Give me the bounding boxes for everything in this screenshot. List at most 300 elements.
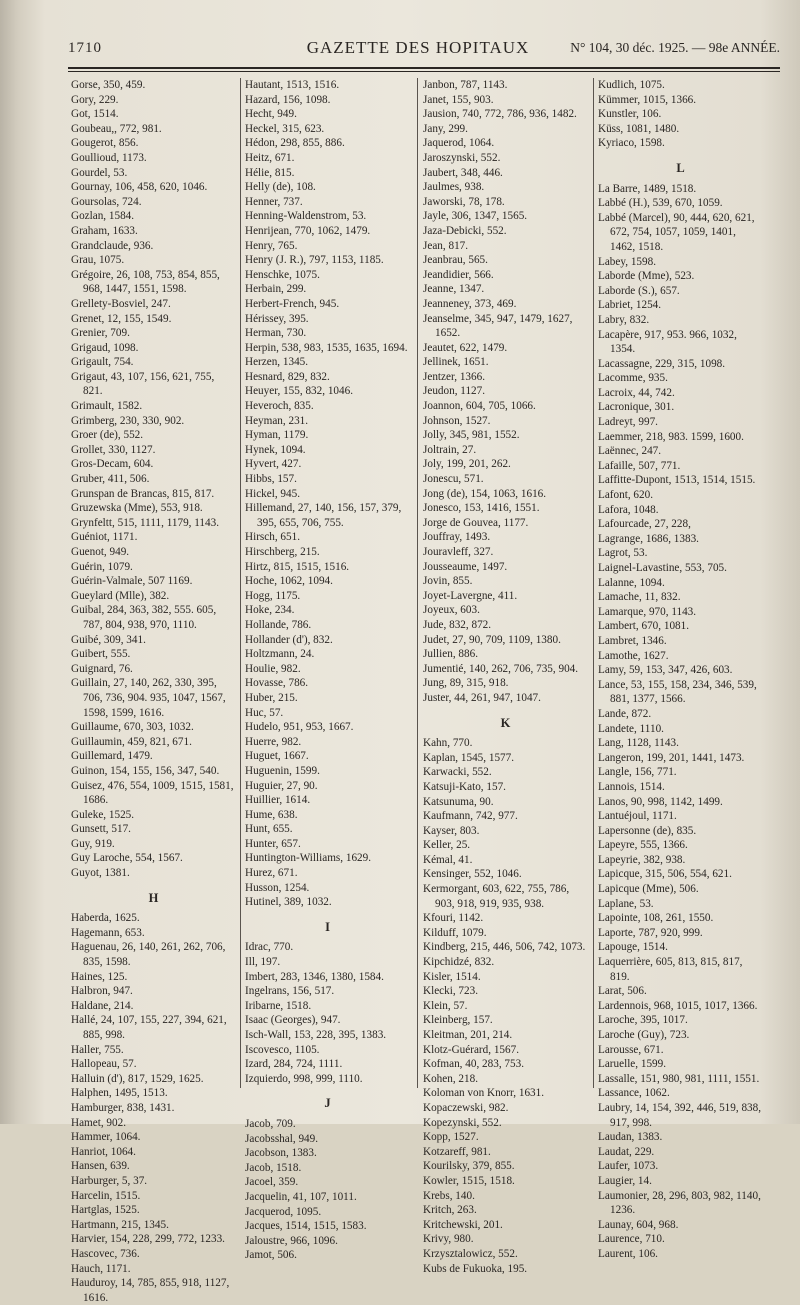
index-entry: Laffitte-Dupont, 1513, 1514, 1515. xyxy=(598,474,756,487)
index-entry: Halphen, 1495, 1513. xyxy=(71,1087,168,1100)
index-entry: Klein, 57. xyxy=(423,999,468,1012)
section-letter: L xyxy=(676,160,685,175)
index-entry: Guisez, 476, 554, 1009, 1515, 1581, 1686. xyxy=(71,779,234,807)
index-entry: Isaac (Georges), 947. xyxy=(245,1014,341,1027)
index-entry: Harvier, 154, 228, 299, 772, 1233. xyxy=(71,1233,225,1246)
index-entry: Hogg, 1175. xyxy=(245,589,301,602)
header-rule-thin xyxy=(68,71,780,72)
index-entry: Kermorgant, 603, 622, 755, 786, 903, 918, 919, 935, 938. xyxy=(423,883,570,910)
index-entry: Haberda, 1625. xyxy=(71,912,140,925)
index-entry: Jeautet, 622, 1479. xyxy=(423,341,508,354)
index-entry: Jany, 299. xyxy=(423,122,468,135)
index-entry: Hovasse, 786. xyxy=(245,677,309,690)
index-entry: Gournay, 106, 458, 620, 1046. xyxy=(71,181,208,194)
index-entry: Kotzareff, 981. xyxy=(423,1145,491,1158)
index-entry: Guillemard, 1479. xyxy=(71,750,153,763)
index-entry: Guibé, 309, 341. xyxy=(71,633,146,646)
index-entry: Hirtz, 815, 1515, 1516. xyxy=(245,560,350,573)
index-entry: Judet, 27, 90, 709, 1109, 1380. xyxy=(423,633,561,646)
journal-title: GAZETTE DES HOPITAUX xyxy=(306,38,530,57)
index-entry: Jonescu, 571. xyxy=(423,473,484,486)
index-entry: Henner, 737. xyxy=(245,195,303,208)
index-entry: Laborde (Mme), 523. xyxy=(598,270,695,283)
index-entry: Herpin, 538, 983, 1535, 1635, 1694. xyxy=(245,341,408,354)
index-entry: Kritch, 263. xyxy=(423,1204,477,1217)
index-entry: Jonesco, 153, 1416, 1551. xyxy=(423,502,540,515)
index-entry: Jouffray, 1493. xyxy=(423,531,491,544)
index-entry: Henrijean, 770, 1062, 1479. xyxy=(245,224,371,237)
index-entry: Klecki, 723. xyxy=(423,985,478,998)
index-entry: Laubry, 14, 154, 392, 446, 519, 838, 917, 998. xyxy=(598,1101,762,1129)
index-entry: Huc, 57. xyxy=(245,706,284,719)
index-entry: Langeron, 199, 201, 1441, 1473. xyxy=(598,751,745,764)
index-entry: Grunspan de Brancas, 815, 817. xyxy=(71,487,215,500)
index-entry: Guyot, 1381. xyxy=(71,867,130,880)
index-entry: Hume, 638. xyxy=(245,808,298,821)
index-column-2 xyxy=(245,78,410,1263)
index-entry: Grigaut, 43, 107, 156, 621, 755, 821. xyxy=(71,370,215,398)
index-entry: Laudan, 1383. xyxy=(598,1131,663,1144)
index-entry: Koloman von Knorr, 1631. xyxy=(423,1087,545,1100)
index-entry: Harcelin, 1515. xyxy=(71,1189,141,1202)
index-entry: Haller, 755. xyxy=(71,1043,124,1056)
index-entry: Iribarne, 1518. xyxy=(245,999,312,1012)
index-entry: Holtzmann, 24. xyxy=(245,648,315,661)
index-entry: Grenier, 709. xyxy=(71,327,130,340)
issue-info: N° 104, 30 déc. 1925. — 98e ANNÉE. xyxy=(570,40,780,55)
index-entry: Husson, 1254. xyxy=(245,881,310,894)
index-entry: Guillaumin, 459, 821, 671. xyxy=(71,735,192,748)
index-entry: Kyriaco, 1598. xyxy=(598,137,665,150)
index-entry: Jorge de Gouvea, 1177. xyxy=(423,516,529,529)
index-entry: Hibbs, 157. xyxy=(245,473,297,486)
index-entry: La Barre, 1489, 1518. xyxy=(598,182,697,195)
index-entry: Halluin (d'), 817, 1529, 1625. xyxy=(71,1072,204,1085)
index-entry: Joly, 199, 201, 262. xyxy=(423,458,511,471)
index-entry: Jousseaume, 1497. xyxy=(423,560,508,573)
index-entry: Hirschberg, 215. xyxy=(245,546,320,558)
index-entry: Janet, 155, 903. xyxy=(423,93,494,106)
index-entry: Jovin, 855. xyxy=(423,575,473,588)
index-entry: Labey, 1598. xyxy=(598,255,656,268)
index-entry: Helly (de), 108. xyxy=(245,181,316,194)
index-entry: Gourdel, 53. xyxy=(71,166,128,179)
index-entry: Kleinberg, 157. xyxy=(423,1014,493,1027)
index-entry: Gougerot, 856. xyxy=(71,137,139,150)
index-entry: Kipchidzé, 832. xyxy=(423,956,495,969)
index-entry: Kopp, 1527. xyxy=(423,1131,479,1144)
section-letter: J xyxy=(324,1096,331,1111)
index-entry: Kayser, 803. xyxy=(423,824,480,837)
page-header xyxy=(68,30,780,64)
index-entry: Guy, 919. xyxy=(71,837,115,850)
index-entry: Grynfeltt, 515, 1111, 1179, 1143. xyxy=(71,516,220,529)
column-divider xyxy=(240,78,241,1088)
index-entry: Kritchewski, 201. xyxy=(423,1218,503,1231)
index-entry: Jaulmes, 938. xyxy=(423,181,485,194)
index-entry: Grigaud, 1098. xyxy=(71,341,139,354)
index-entry: Hyvert, 427. xyxy=(245,458,302,471)
index-entry: Kahn, 770. xyxy=(423,737,473,750)
index-entry: Joyeux, 603. xyxy=(423,604,480,617)
index-entry: Lanos, 90, 998, 1142, 1499. xyxy=(598,795,723,808)
index-entry: Hagemann, 653. xyxy=(71,926,145,939)
header-rule-thick xyxy=(68,67,780,69)
index-entry: Laignel-Lavastine, 553, 705. xyxy=(598,562,727,574)
index-entry: Grenet, 12, 155, 1549. xyxy=(71,312,172,325)
index-entry: Lapicque (Mme), 506. xyxy=(598,883,699,896)
index-entry: Jeanselme, 345, 947, 1479, 1627, 1652. xyxy=(423,312,573,340)
index-entry: Kfouri, 1142. xyxy=(423,912,484,925)
index-entry: Heveroch, 835. xyxy=(245,400,314,413)
index-entry: Guy Laroche, 554, 1567. xyxy=(71,852,183,865)
index-entry: Huerre, 982. xyxy=(245,735,302,748)
index-entry: Grandclaude, 936. xyxy=(71,239,154,252)
index-entry: Kümmer, 1015, 1366. xyxy=(598,93,697,106)
index-entry: Hammer, 1064. xyxy=(71,1131,141,1144)
index-entry: Gros-Decam, 604. xyxy=(71,458,154,471)
index-entry: Hesnard, 829, 832. xyxy=(245,370,330,383)
index-entry: Jouravleff, 327. xyxy=(423,546,494,558)
index-entry: Hazard, 156, 1098. xyxy=(245,93,331,106)
index-entry: Janbon, 787, 1143. xyxy=(423,79,508,91)
index-entry: Isch-Wall, 153, 228, 395, 1383. xyxy=(245,1029,387,1041)
index-entry: Idrac, 770. xyxy=(245,941,294,954)
index-entry: Jamot, 506. xyxy=(245,1249,297,1262)
index-entry: Krivy, 980. xyxy=(423,1233,474,1246)
index-entry: Guinon, 154, 155, 156, 347, 540. xyxy=(71,764,220,777)
index-entry: Jeanneney, 373, 469. xyxy=(423,297,517,310)
index-entry: Lassalle, 151, 980, 981, 1111, 1551. xyxy=(598,1072,760,1085)
index-entry: Iscovesco, 1105. xyxy=(245,1043,320,1056)
index-entry: Juster, 44, 261, 947, 1047. xyxy=(423,691,541,704)
index-entry: Hudelo, 951, 953, 1667. xyxy=(245,721,354,734)
index-entry: Langle, 156, 771. xyxy=(598,766,677,779)
column-divider xyxy=(417,78,418,1088)
index-entry: Lacronique, 301. xyxy=(598,401,675,414)
index-entry: Gorse, 350, 459. xyxy=(71,79,146,91)
index-entry: Laquerrière, 605, 813, 815, 817, 819. xyxy=(598,956,743,983)
index-entry: Hascovec, 736. xyxy=(71,1247,140,1260)
index-entry: Hirsch, 651. xyxy=(245,531,300,544)
index-entry: Lapersonne (de), 835. xyxy=(598,824,697,837)
index-entry: Guérin, 1079. xyxy=(71,560,133,573)
index-entry: Kunstler, 106. xyxy=(598,108,662,121)
index-entry: Guignard, 76. xyxy=(71,662,133,675)
section-letter: I xyxy=(325,919,330,934)
index-entry: Krzysztalowicz, 552. xyxy=(423,1247,518,1260)
index-entry: Haguenau, 26, 140, 261, 262, 706, 835, 1598. xyxy=(71,941,226,969)
index-entry: Heckel, 315, 623. xyxy=(245,122,325,135)
index-entry: Izquierdo, 998, 999, 1110. xyxy=(245,1072,363,1085)
index-entry: Jellinek, 1651. xyxy=(423,356,489,369)
index-entry: Hélie, 815. xyxy=(245,166,295,179)
index-entry: Got, 1514. xyxy=(71,108,119,121)
index-entry: Lapicque, 315, 506, 554, 621. xyxy=(598,868,732,881)
index-entry: Labry, 832. xyxy=(598,313,650,326)
index-entry: Kémal, 41. xyxy=(423,853,473,866)
index-entry: Laplane, 53. xyxy=(598,897,654,910)
index-entry: Laemmer, 218, 983. 1599, 1600. xyxy=(598,430,744,443)
index-entry: Laumonier, 28, 296, 803, 982, 1140, 1236. xyxy=(598,1189,761,1217)
index-entry: Herman, 730. xyxy=(245,327,307,340)
index-entry: Haines, 125. xyxy=(71,970,128,983)
index-entry: Joltrain, 27. xyxy=(423,443,477,456)
index-entry: Kourilsky, 379, 855. xyxy=(423,1160,515,1173)
index-entry: Jacob, 1518. xyxy=(245,1161,302,1174)
index-entry: Imbert, 283, 1346, 1380, 1584. xyxy=(245,970,384,983)
index-entry: Kowler, 1515, 1518. xyxy=(423,1174,515,1187)
index-entry: Joyet-Lavergne, 411. xyxy=(423,589,518,602)
index-entry: Klotz-Guérard, 1567. xyxy=(423,1043,519,1056)
index-entry: Huguet, 1667. xyxy=(245,750,309,763)
index-entry: Lagrange, 1686, 1383. xyxy=(598,532,699,545)
index-entry: Jacoel, 359. xyxy=(245,1176,299,1189)
index-entry: Heyman, 231. xyxy=(245,414,309,427)
index-entry: Lapeyrie, 382, 938. xyxy=(598,853,686,866)
index-entry: Grollet, 330, 1127. xyxy=(71,443,156,456)
index-entry: Huber, 215. xyxy=(245,691,298,704)
index-entry: Karwacki, 552. xyxy=(423,766,492,779)
index-entry: Herbert-French, 945. xyxy=(245,297,340,310)
index-entry: Guibal, 284, 363, 382, 555. 605, 787, 804, 938, 970, 1110. xyxy=(71,604,217,631)
index-entry: Ill, 197. xyxy=(245,956,281,969)
index-entry: Jacob, 709. xyxy=(245,1117,296,1130)
index-entry: Lang, 1128, 1143. xyxy=(598,737,679,750)
index-entry: Harburger, 5, 37. xyxy=(71,1174,148,1187)
index-entry: Hutinel, 389, 1032. xyxy=(245,896,332,909)
index-entry: Jumentié, 140, 262, 706, 735, 904. xyxy=(423,662,579,675)
index-entry: Lafont, 620. xyxy=(598,489,653,502)
index-entry: Lamothe, 1627. xyxy=(598,649,669,662)
index-entry: Hamet, 902. xyxy=(71,1116,126,1129)
index-entry: Jausion, 740, 772, 786, 936, 1482. xyxy=(423,108,577,121)
index-entry: Kubs de Fukuoka, 195. xyxy=(423,1262,528,1275)
index-entry: Lapouge, 1514. xyxy=(598,941,668,954)
index-entry: Jaquerod, 1064. xyxy=(423,137,495,150)
index-entry: Kleitman, 201, 214. xyxy=(423,1029,513,1041)
index-entry: Hartglas, 1525. xyxy=(71,1204,140,1217)
index-entry: Kopezynski, 552. xyxy=(423,1116,502,1129)
index-entry: Laugier, 14. xyxy=(598,1174,652,1187)
index-entry: Jacobson, 1383. xyxy=(245,1147,317,1160)
index-entry: Hauch, 1171. xyxy=(71,1262,131,1275)
index-entry: Hunt, 655. xyxy=(245,823,293,836)
index-entry: Hédon, 298, 855, 886. xyxy=(245,137,345,150)
index-entry: Guillaume, 670, 303, 1032. xyxy=(71,721,194,734)
index-entry: Herzen, 1345. xyxy=(245,356,309,369)
index-entry: Larat, 506. xyxy=(598,985,647,998)
index-entry: Jaloustre, 966, 1096. xyxy=(245,1234,338,1247)
index-entry: Kensinger, 552, 1046. xyxy=(423,868,522,881)
page-number: 1710 xyxy=(68,40,102,56)
index-entry: Jacques, 1514, 1515, 1583. xyxy=(245,1220,367,1233)
index-entry: Labriet, 1254. xyxy=(598,299,662,312)
index-entry: Lapointe, 108, 261, 1550. xyxy=(598,912,714,925)
index-entry: Guérin-Valmale, 507 1169. xyxy=(71,575,193,588)
index-entry: Ladreyt, 997. xyxy=(598,416,658,429)
index-entry: Haldane, 214. xyxy=(71,999,134,1012)
index-entry: Lande, 872. xyxy=(598,707,652,720)
index-entry: Lacroix, 44, 742. xyxy=(598,386,675,399)
index-entry: Guibert, 555. xyxy=(71,648,131,661)
index-entry: Küss, 1081, 1480. xyxy=(598,122,680,135)
index-entry: Hartmann, 215, 1345. xyxy=(71,1218,169,1231)
index-entry: Gozlan, 1584. xyxy=(71,210,135,223)
index-entry: Grau, 1075. xyxy=(71,254,125,267)
index-entry: Jeanbrau, 565. xyxy=(423,254,488,267)
index-entry: Kudlich, 1075. xyxy=(598,79,665,91)
index-entry: Lacapère, 917, 953. 966, 1032, 1354. xyxy=(598,328,737,356)
index-entry: Laurent, 106. xyxy=(598,1247,658,1260)
index-entry: Laroche, 395, 1017. xyxy=(598,1014,688,1027)
index-entry: Jung, 89, 315, 918. xyxy=(423,677,509,690)
index-entry: Hallopeau, 57. xyxy=(71,1058,137,1071)
index-entry: Katsunuma, 90. xyxy=(423,795,494,808)
index-entry: Kilduff, 1079. xyxy=(423,926,487,939)
index-entry: Lantuéjoul, 1171. xyxy=(598,810,677,823)
index-entry: Hamburger, 838, 1431. xyxy=(71,1101,175,1114)
index-entry: Jacquerod, 1095. xyxy=(245,1205,322,1218)
index-entry: Laufer, 1073. xyxy=(598,1160,659,1173)
index-entry: Lardennois, 968, 1015, 1017, 1366. xyxy=(598,999,758,1012)
index-entry: Lafora, 1048. xyxy=(598,503,659,516)
index-entry: Jaworski, 78, 178. xyxy=(423,195,505,208)
index-entry: Hansen, 639. xyxy=(71,1160,130,1173)
index-entry: Labbé (Marcel), 90, 444, 620, 621, 672, 754, 1057, 1059, 1401, 1462, 1518. xyxy=(598,211,755,253)
index-entry: Jeudon, 1127. xyxy=(423,385,486,398)
index-entry: Lafaille, 507, 771. xyxy=(598,459,681,472)
index-entry: Henschke, 1075. xyxy=(245,268,320,281)
index-entry: Jacobsshal, 949. xyxy=(245,1132,319,1145)
index-entry: Labbé (H.), 539, 670, 1059. xyxy=(598,197,723,210)
index-entry: Lacassagne, 229, 315, 1098. xyxy=(598,357,726,370)
index-entry: Hauduroy, 14, 785, 855, 918, 1127, 1616. xyxy=(71,1277,230,1304)
index-entry: Laporte, 787, 920, 999. xyxy=(598,926,703,939)
index-entry: Huguier, 27, 90. xyxy=(245,779,318,792)
index-entry: Heuyer, 155, 832, 1046. xyxy=(245,385,353,398)
index-entry: Jayle, 306, 1347, 1565. xyxy=(423,210,528,223)
index-entry: Hyman, 1179. xyxy=(245,429,309,442)
index-entry: Lagrot, 53. xyxy=(598,547,648,560)
index-entry: Kofman, 40, 283, 753. xyxy=(423,1058,524,1071)
index-entry: Jacquelin, 41, 107, 1011. xyxy=(245,1190,357,1203)
index-entry: Jaubert, 348, 446. xyxy=(423,166,503,179)
index-entry: Katsuji-Kato, 157. xyxy=(423,780,506,793)
index-entry: Lafourcade, 27, 228, xyxy=(598,518,691,531)
index-entry: Hecht, 949. xyxy=(245,108,297,121)
index-entry: Johnson, 1527. xyxy=(423,414,491,427)
index-entry: Henry (J. R.), 797, 1153, 1185. xyxy=(245,254,384,267)
index-entry: Goursolas, 724. xyxy=(71,195,142,208)
index-entry: Guenot, 949. xyxy=(71,546,130,558)
index-entry: Kohen, 218. xyxy=(423,1072,478,1085)
index-entry: Laruelle, 1599. xyxy=(598,1058,667,1071)
index-entry: Guleke, 1525. xyxy=(71,808,135,821)
index-entry: Hynek, 1094. xyxy=(245,443,306,456)
index-entry: Kaplan, 1545, 1577. xyxy=(423,751,515,764)
index-entry: Izard, 284, 724, 1111. xyxy=(245,1058,343,1071)
column-divider xyxy=(593,78,594,1088)
index-entry: Laudat, 229. xyxy=(598,1145,655,1158)
index-entry: Laënnec, 247. xyxy=(598,445,662,458)
index-entry: Krebs, 140. xyxy=(423,1189,475,1202)
index-entry: Huillier, 1614. xyxy=(245,794,311,807)
index-entry: Kopaczewski, 982. xyxy=(423,1101,509,1114)
index-entry: Gruzewska (Mme), 553, 918. xyxy=(71,502,203,515)
index-entry: Jentzer, 1366. xyxy=(423,370,485,383)
index-entry: Launay, 604, 968. xyxy=(598,1218,679,1231)
index-entry: Ingelrans, 156, 517. xyxy=(245,985,335,998)
index-entry: Grégoire, 26, 108, 753, 854, 855, 968, 1447, 1551, 1598. xyxy=(71,268,220,296)
index-entry: Henning-Waldenstrom, 53. xyxy=(245,210,367,223)
index-entry: Lamy, 59, 153, 347, 426, 603. xyxy=(598,664,733,677)
index-entry: Heitz, 671. xyxy=(245,151,295,164)
index-entry: Hautant, 1513, 1516. xyxy=(245,79,340,91)
index-entry: Hunter, 657. xyxy=(245,837,301,850)
index-entry: Jean, 817. xyxy=(423,239,469,252)
index-entry: Hoke, 234. xyxy=(245,604,295,617)
index-entry: Landete, 1110. xyxy=(598,722,664,735)
index-entry: Lalanne, 1094. xyxy=(598,576,665,589)
index-entry: Kindberg, 215, 446, 506, 742, 1073. xyxy=(423,941,586,954)
index-entry: Hollander (d'), 832. xyxy=(245,633,333,646)
index-entry: Houlie, 982. xyxy=(245,662,301,675)
index-entry: Hoche, 1062, 1094. xyxy=(245,575,333,588)
index-entry: Goubeau,, 772, 981. xyxy=(71,122,162,135)
index-entry: Henry, 765. xyxy=(245,239,298,252)
index-entry: Lassance, 1062. xyxy=(598,1087,670,1100)
index-entry: Kaufmann, 742, 977. xyxy=(423,810,518,823)
index-entry: Jeanne, 1347. xyxy=(423,283,485,296)
index-entry: Herbain, 299. xyxy=(245,283,307,296)
index-entry: Halbron, 947. xyxy=(71,985,133,998)
index-entry: Jaza-Debicki, 552. xyxy=(423,224,507,237)
index-entry: Guéniot, 1171. xyxy=(71,531,138,544)
index-entry: Lamarque, 970, 1143. xyxy=(598,605,697,618)
index-entry: Huguenin, 1599. xyxy=(245,764,320,777)
index-entry: Guillain, 27, 140, 262, 330, 395, 706, 736, 904. 935, 1047, 1567, 1598, 1599, 1616. xyxy=(71,677,226,719)
index-entry: Jullien, 886. xyxy=(423,648,479,661)
index-entry: Lance, 53, 155, 158, 234, 346, 539, 881, 1377, 1566. xyxy=(598,678,757,706)
index-entry: Hanriot, 1064. xyxy=(71,1145,136,1158)
index-column-3 xyxy=(423,78,588,1276)
index-entry: Hillemand, 27, 140, 156, 157, 379, 395, 655, 706, 755. xyxy=(245,502,402,529)
section-letter: K xyxy=(500,715,511,730)
index-entry: Jolly, 345, 981, 1552. xyxy=(423,429,520,442)
index-entry: Lambert, 670, 1081. xyxy=(598,620,690,633)
index-column-1 xyxy=(71,78,236,1305)
index-entry: Grimberg, 230, 330, 902. xyxy=(71,414,185,427)
index-entry: Lannois, 1514. xyxy=(598,780,665,793)
index-entry: Gunsett, 517. xyxy=(71,823,131,836)
index-entry: Huntington-Williams, 1629. xyxy=(245,852,372,865)
index-entry: Gruber, 411, 506. xyxy=(71,473,150,486)
index-entry: Hurez, 671. xyxy=(245,867,298,880)
index-entry: Gory, 229. xyxy=(71,93,119,106)
index-entry: Jaroszynski, 552. xyxy=(423,151,501,164)
index-entry: Hallé, 24, 107, 155, 227, 394, 621, 885, 998. xyxy=(71,1014,227,1041)
index-column-4 xyxy=(598,78,763,1262)
index-entry: Kisler, 1514. xyxy=(423,970,481,983)
index-entry: Gueylard (Mlle), 382. xyxy=(71,589,170,602)
index-entry: Hérissey, 395. xyxy=(245,312,309,325)
index-entry: Lamache, 11, 832. xyxy=(598,591,681,604)
index-entry: Grellety-Bosviel, 247. xyxy=(71,297,171,310)
index-entry: Grigault, 754. xyxy=(71,356,134,369)
index-entry: Groer (de), 552. xyxy=(71,429,144,442)
index-entry: Laroche (Guy), 723. xyxy=(598,1029,690,1041)
